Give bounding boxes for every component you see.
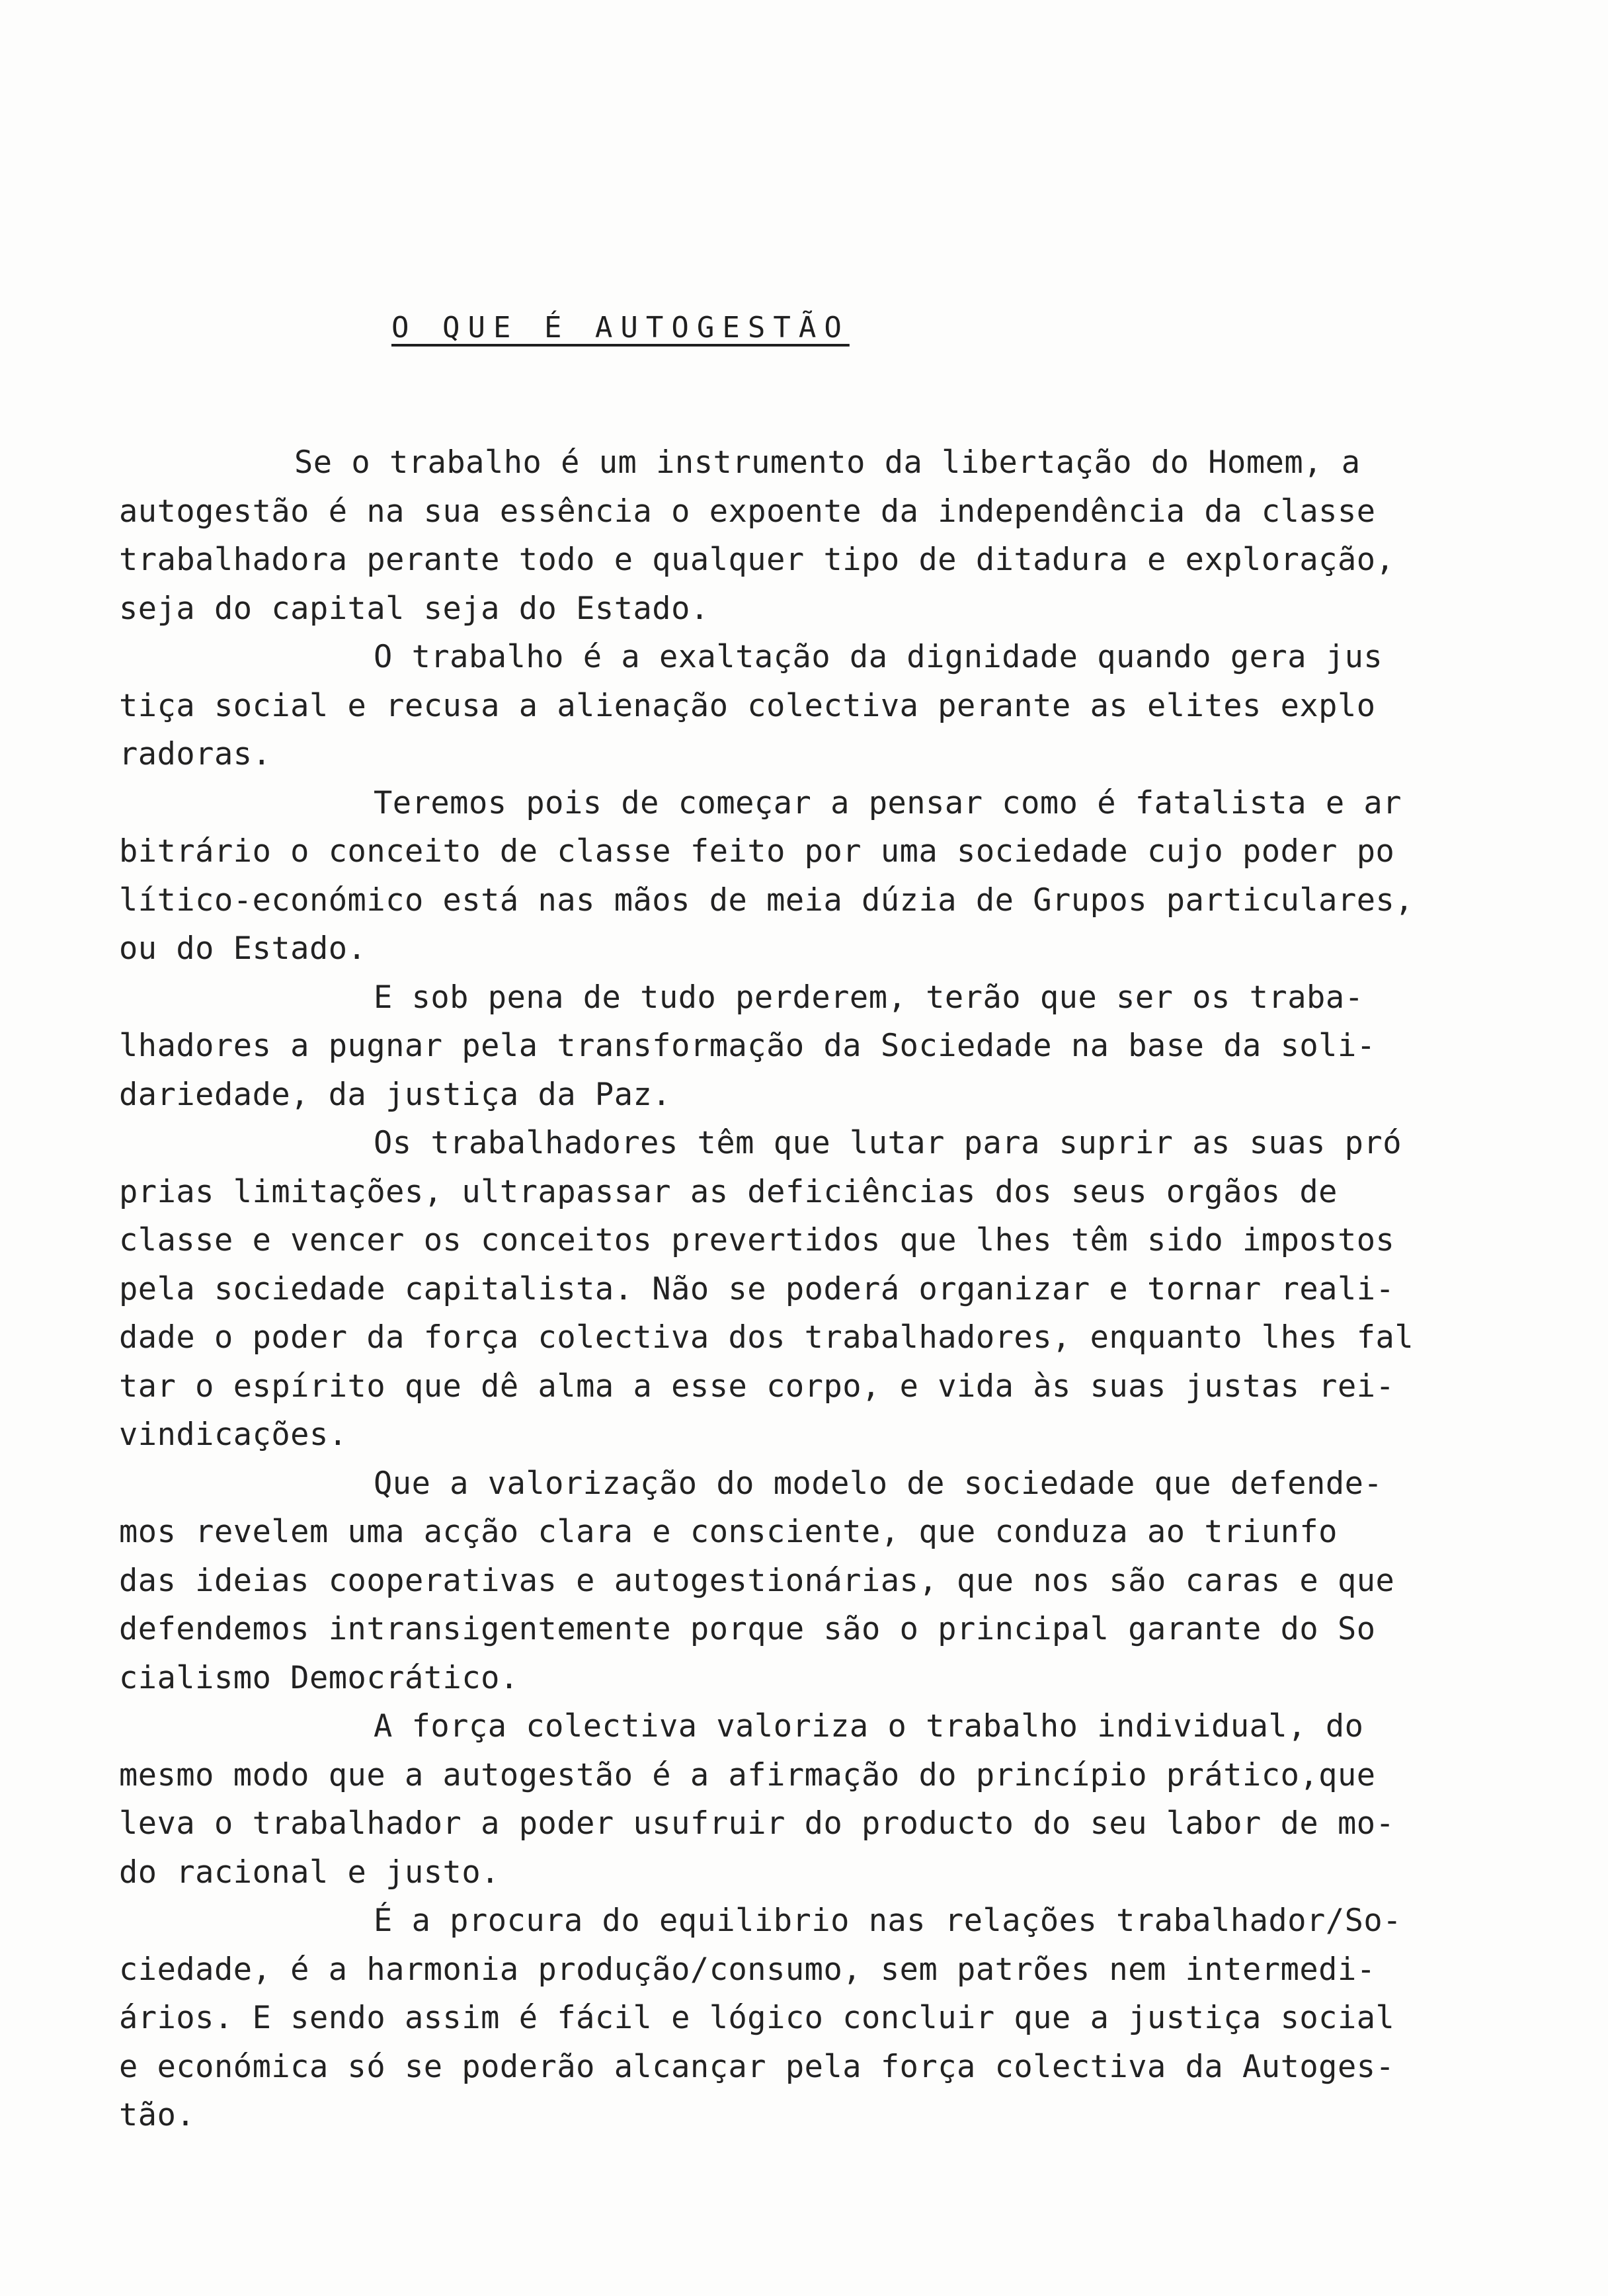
text-line: classe e vencer os conceitos prevertidos que lhes têm sido impostos: [119, 1222, 1395, 1258]
text-line: cialismo Democrático.: [119, 1659, 519, 1696]
text-line: mos revelem uma acção clara e consciente, que conduza ao triunfo: [119, 1514, 1338, 1550]
page-title: O QUE É AUTOGESTÃO: [391, 311, 850, 345]
text-line: É a procura do equilibrio nas relações trabalhador/So-: [374, 1903, 1402, 1939]
text-line: seja do capital seja do Estado.: [119, 590, 709, 627]
text-line: mesmo modo que a autogestão é a afirmação do princípio prático,que: [119, 1756, 1376, 1793]
text-line: A força colectiva valoriza o trabalho individual, do: [374, 1708, 1364, 1744]
text-line: pela sociedade capitalista. Não se poderá organizar e tornar reali-: [119, 1270, 1395, 1307]
text-line: trabalhadora perante todo e qualquer tipo de ditadura e exploração,: [119, 542, 1395, 578]
text-line: radoras.: [119, 736, 272, 772]
text-line: tar o espírito que dê alma a esse corpo, e vida às suas justas rei-: [119, 1368, 1395, 1405]
text-line: bitrário o conceito de classe feito por uma sociedade cujo poder po: [119, 833, 1395, 870]
text-line: lhadores a pugnar pela transformação da Sociedade na base da soli-: [119, 1028, 1376, 1064]
text-line: Se o trabalho é um instrumento da libertação do Homem, a: [294, 444, 1361, 481]
text-line: tão.: [119, 2097, 196, 2133]
text-line: E sob pena de tudo perderem, terão que ser os traba-: [374, 979, 1364, 1016]
text-line: das ideias cooperativas e autogestionárias, que nos são caras e que: [119, 1562, 1395, 1599]
text-line: dade o poder da força colectiva dos trabalhadores, enquanto lhes fal: [119, 1319, 1414, 1356]
text-line: O trabalho é a exaltação da dignidade quando gera jus: [374, 639, 1383, 675]
text-line: dariedade, da justiça da Paz.: [119, 1076, 672, 1113]
text-line: lítico-económico está nas mãos de meia dúzia de Grupos particulares,: [119, 882, 1414, 919]
text-line: Os trabalhadores têm que lutar para suprir as suas pró: [374, 1125, 1402, 1161]
text-line: ou do Estado.: [119, 930, 367, 967]
text-line: tiça social e recusa a alienação colectiva perante as elites explo: [119, 687, 1376, 724]
text-line: Teremos pois de começar a pensar como é fatalista e ar: [374, 784, 1402, 821]
text-line: autogestão é na sua essência o expoente da independência da classe: [119, 493, 1376, 530]
text-line: ários. E sendo assim é fácil e lógico concluir que a justiça social: [119, 2000, 1395, 2036]
text-line: prias limitações, ultrapassar as deficiências dos seus orgãos de: [119, 1173, 1338, 1210]
text-line: e económica só se poderão alcançar pela força colectiva da Autoges-: [119, 2048, 1395, 2085]
text-line: vindicações.: [119, 1416, 348, 1453]
text-line: leva o trabalhador a poder usufruir do producto do seu labor de mo-: [119, 1805, 1395, 1842]
text-line: ciedade, é a harmonia produção/consumo, sem patrões nem intermedi-: [119, 1951, 1376, 1988]
text-line: do racional e justo.: [119, 1854, 500, 1891]
text-line: defendemos intransigentemente porque são o principal garante do So: [119, 1611, 1376, 1647]
text-line: Que a valorização do modelo de sociedade que defende-: [374, 1465, 1383, 1502]
